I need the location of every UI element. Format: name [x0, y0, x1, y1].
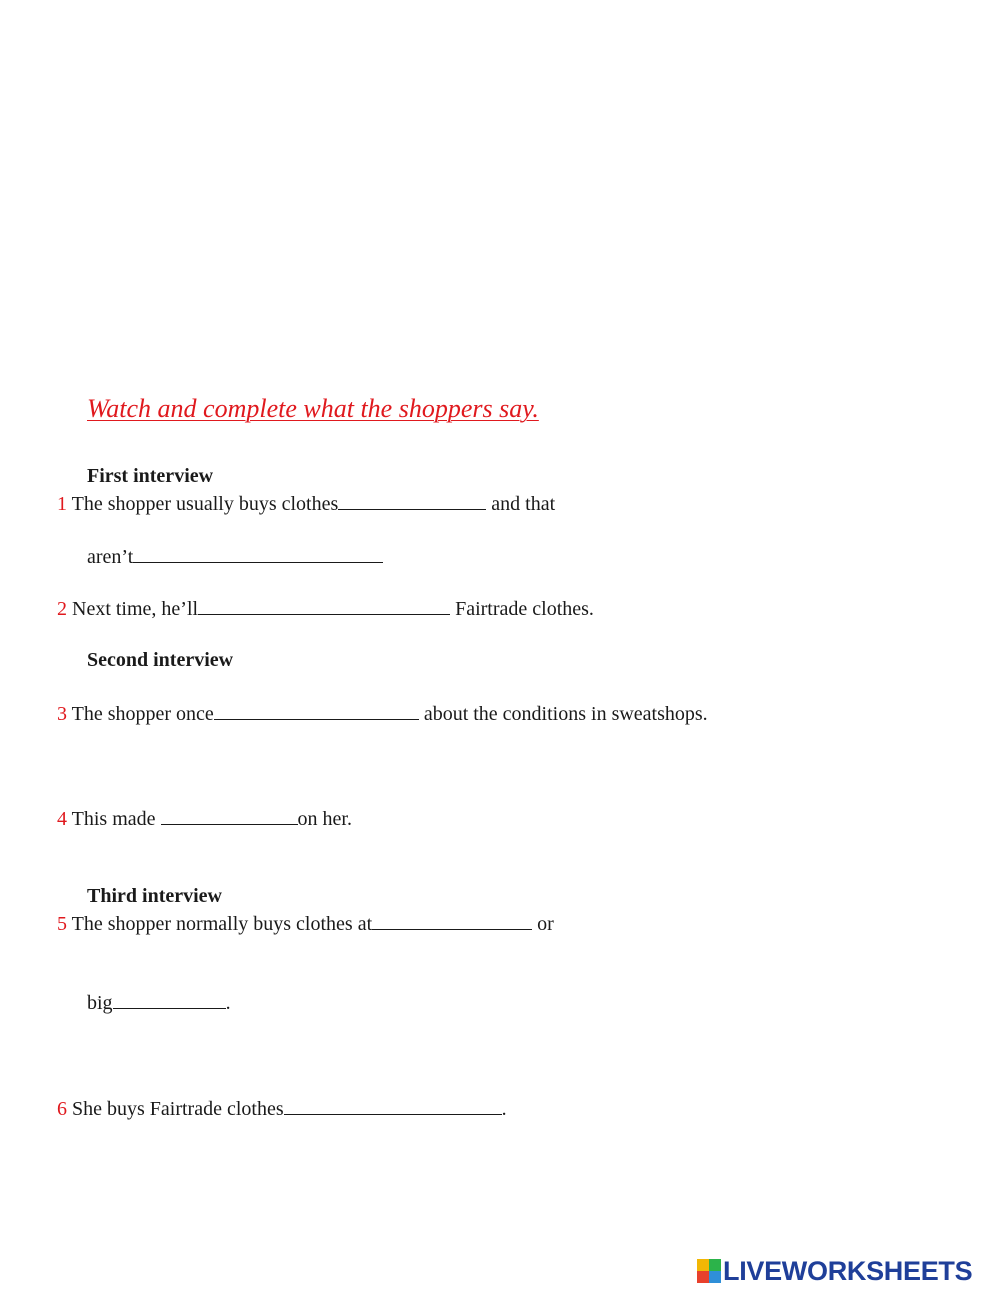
question-text-before: The shopper usually buys clothes: [71, 493, 339, 515]
answer-blank-5a[interactable]: [372, 911, 532, 930]
question-text-before: The shopper once: [71, 703, 214, 725]
answer-blank-4[interactable]: [161, 806, 298, 825]
question-2: [57, 596, 594, 621]
question-text-before: She buys Fairtrade clothes: [72, 1098, 284, 1120]
question-text-after: and that: [486, 493, 556, 515]
question-5: [57, 911, 554, 936]
question-5-continuation: [87, 990, 231, 1015]
question-text-before: aren’t: [87, 546, 134, 568]
question-number: 6: [57, 1098, 67, 1120]
question-number: 1: [57, 493, 67, 515]
question-6: [57, 1096, 507, 1121]
question-text-after: on her.: [297, 808, 352, 830]
question-4: [57, 806, 352, 831]
answer-blank-2[interactable]: [198, 596, 450, 615]
question-number: 3: [57, 703, 67, 725]
answer-blank-3[interactable]: [214, 701, 419, 720]
question-text-before: Next time, he’ll: [72, 598, 199, 620]
question-text-before: The shopper normally buys clothes at: [71, 913, 373, 935]
question-text-after: Fairtrade clothes.: [450, 598, 594, 620]
question-number: 5: [57, 913, 67, 935]
question-text-before: big: [87, 992, 113, 1014]
question-text-before: This made: [71, 808, 161, 830]
answer-blank-5b[interactable]: [113, 990, 226, 1009]
section-heading-second-interview: Second interview: [87, 649, 234, 671]
instruction-title: Watch and complete what the shoppers say.: [87, 394, 539, 423]
question-3: [57, 701, 708, 726]
question-text-after: or: [532, 913, 554, 935]
answer-blank-1a[interactable]: [338, 491, 486, 510]
question-text-after: .: [225, 992, 231, 1014]
question-1-continuation: [87, 544, 383, 569]
question-1: [57, 491, 555, 516]
section-heading-third-interview: Third interview: [87, 885, 222, 907]
liveworksheets-logo-icon: [697, 1259, 721, 1283]
section-heading-first-interview: First interview: [87, 465, 214, 487]
answer-blank-6[interactable]: [284, 1096, 502, 1115]
liveworksheets-logo-text: LIVEWORKSHEETS: [723, 1255, 973, 1286]
liveworksheets-logo: [697, 1254, 972, 1288]
question-number: 4: [57, 808, 67, 830]
question-text-after: .: [501, 1098, 507, 1120]
question-text-after: about the conditions in sweatshops.: [418, 703, 708, 725]
question-number: 2: [57, 598, 67, 620]
answer-blank-1b[interactable]: [133, 544, 383, 563]
